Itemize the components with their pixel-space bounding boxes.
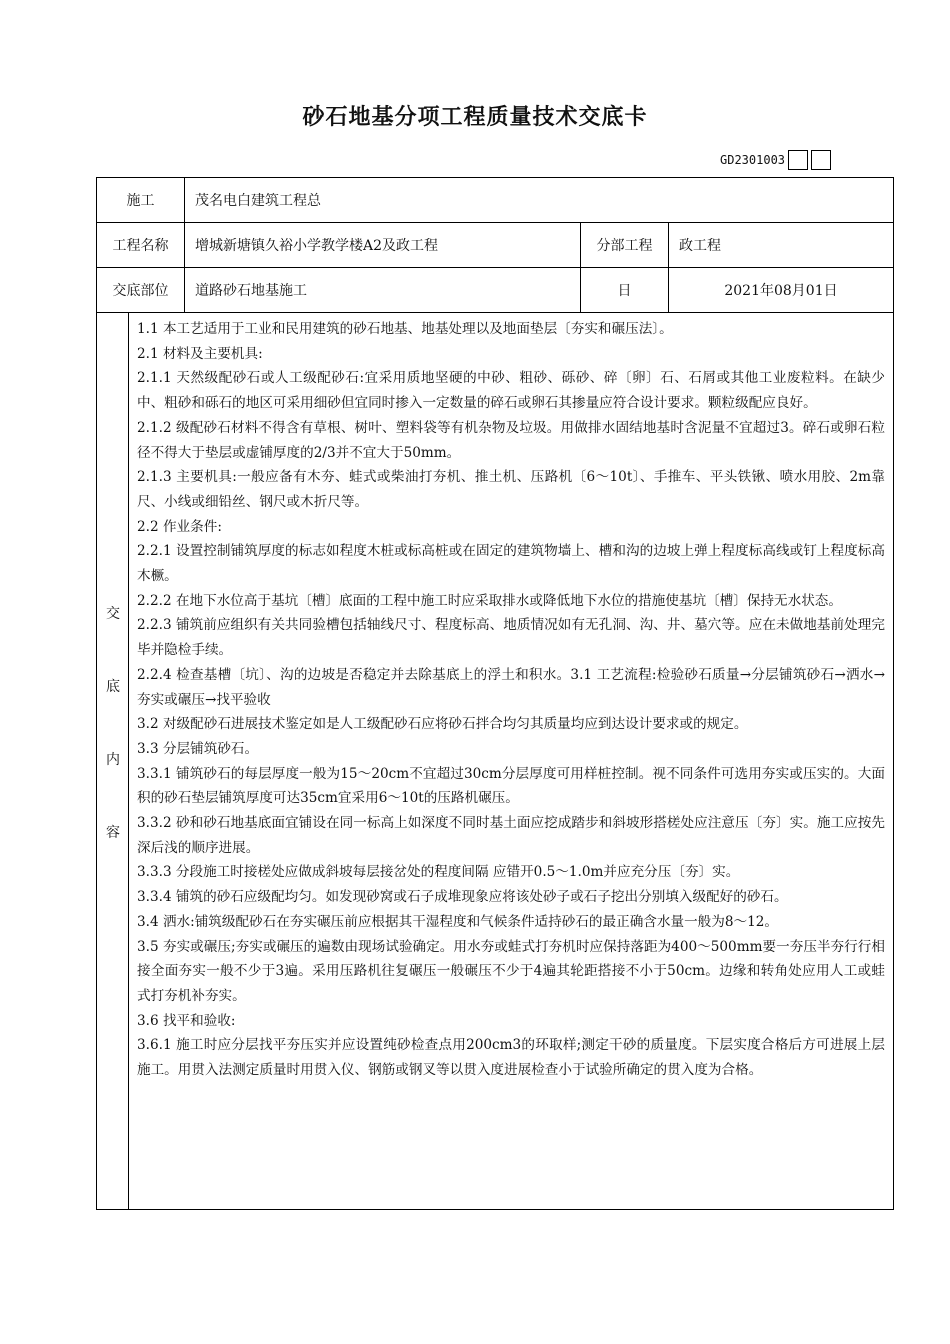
row-project xyxy=(97,223,893,268)
construction-label: 施工 xyxy=(97,178,185,222)
construction-value: 茂名电白建筑工程总 xyxy=(195,193,321,209)
side-char: 底 xyxy=(106,679,120,695)
paragraph: 2.2.3 铺筑前应组织有关共同验槽包括轴线尺寸、程度标高、地质情况如有无孔洞、沟、井、墓穴等。应在未做地基前处理完毕并隐检手续。 xyxy=(137,617,885,659)
doc-code: GD2301003 xyxy=(720,153,786,167)
paragraph: 2.2.4 检查基槽〔坑〕、沟的边坡是否稳定并去除基底上的浮土和积水。3.1 工艺流程:检验砂石质量→分层铺筑砂石→洒水→夯实或碾压→找平验收 xyxy=(137,666,885,708)
paragraph: 3.3 分层铺筑砂石。 xyxy=(137,740,259,757)
paragraph: 2.1.1 天然级配砂石或人工级配砂石:宜采用质地坚硬的中砂、粗砂、砾砂、碎〔卵〕石、石屑或其他工业废粒料。在缺少中、粗砂和砾石的地区可采用细砂但宜同时掺入一定数量的碎石或卵石其掺量应符合设计要求。颗粒级配应良好。 xyxy=(137,370,885,412)
paragraph: 3.6.1 施工时应分层找平夯压实并应设置纯砂检查点用200cm3的环取样;测定干砂的质量度。下层实度合格后方可进展上层施工。用贯入法测定质量时用贯入仪、钢筋或钢叉等以贯入度进展检查小于试验所确定的贯入度为合格。 xyxy=(137,1037,885,1079)
paragraph: 2.2 作业条件: xyxy=(137,518,222,535)
date-value: 2021年08月01日 xyxy=(724,283,838,299)
project-value: 增城新塘镇久裕小学教学楼A2及政工程 xyxy=(185,223,581,267)
paragraph: 1.1 本工艺适用于工业和民用建筑的砂石地基、地基处理以及地面垫层〔夯实和碾压法〕。 xyxy=(137,321,673,337)
paragraph: 2.1 材料及主要机具: xyxy=(137,345,263,362)
side-char: 交 xyxy=(106,606,120,622)
content-row xyxy=(97,313,893,1209)
paragraph: 2.1.2 级配砂石材料不得含有草根、树叶、塑料袋等有机杂物及垃圾。用做排水固结地基时含泥量不宜超过3。碎石或卵石粒径不得大于垫层或虚铺厚度的2/3并不宜大于50mm。 xyxy=(137,419,885,461)
paragraph: 3.4 洒水:铺筑级配砂石在夯实碾压前应根据其干湿程度和气候条件适持砂石的最正确含水量一般为8～12。 xyxy=(137,913,778,930)
side-char: 内 xyxy=(106,752,120,768)
paragraph: 3.3.3 分段施工时接槎处应做成斜坡每层接岔处的程度间隔 应错开0.5～1.0m并应充分压〔夯〕实。 xyxy=(137,864,740,881)
side-char: 容 xyxy=(106,825,120,841)
code-box-1 xyxy=(788,150,808,170)
paragraph: 3.3.4 铺筑的砂石应级配均匀。如发现砂窝或石子成堆现象应将该处砂子或石子挖出分别填入级配好的砂石。 xyxy=(137,889,788,906)
paragraph: 2.2.1 设置控制铺筑厚度的标志如程度木桩或标高桩或在固定的建筑物墙上、槽和沟的边坡上弹上程度标高线或钉上程度标高木橛。 xyxy=(137,543,885,585)
project-label: 工程名称 xyxy=(97,223,185,267)
doc-code-row xyxy=(720,148,831,172)
page-title: 砂石地基分项工程质量技术交底卡 xyxy=(302,105,648,130)
paragraph: 3.5 夯实或碾压;夯实或碾压的遍数由现场试验确定。用水夯或蛙式打夯机时应保持落距为400～500mm要一夯压半夯行行相接全面夯实一般不少于3遍。采用压路机往复碾压一般碾压不少于4遍其轮距搭接不小于50cm。边缘和转角处应用人工或蛙式打夯机补夯实。 xyxy=(137,938,885,1004)
paragraph: 2.2.2 在地下水位高于基坑〔槽〕底面的工程中施工时应采取排水或降低地下水位的措施使基坑〔槽〕保持无水状态。 xyxy=(137,592,842,609)
location-label: 交底部位 xyxy=(97,268,185,312)
paragraph: 3.3.1 铺筑砂石的每层厚度一般为15～20cm不宜超过30cm分层厚度可用样桩控制。视不同条件可选用夯实或压实的。大面积的砂石垫层铺筑厚度可达35cm宜采用6～10t的压路机碾压。 xyxy=(137,765,885,807)
code-box-2 xyxy=(811,150,831,170)
row-construction xyxy=(97,178,893,223)
location-value: 道路砂石地基施工 xyxy=(185,268,581,312)
paragraph: 3.6 找平和验收: xyxy=(137,1012,236,1029)
paragraph: 3.3.2 砂和砂石地基底面宜铺设在同一标高上如深度不同时基土面应挖成踏步和斜坡形搭槎处应注意压〔夯〕实。施工应按先深后浅的顺序进展。 xyxy=(137,815,885,856)
side-label xyxy=(97,313,129,1209)
division-label: 分部工程 xyxy=(581,223,669,267)
content-body xyxy=(137,317,885,1083)
date-label: 日 xyxy=(581,268,669,312)
paragraph: 2.1.3 主要机具:一般应备有木夯、蛙式或柴油打夯机、推土机、压路机〔6～10t〕、手推车、平头铁锹、喷水用胶、2m靠尺、小线或细铅丝、钢尺或木折尺等。 xyxy=(137,469,885,510)
row-location xyxy=(97,268,893,313)
disclosure-table xyxy=(96,177,894,1210)
paragraph: 3.2 对级配砂石进展技术鉴定如是人工级配砂石应将砂石拌合均匀其质量均应到达设计要求或的规定。 xyxy=(137,716,748,733)
division-value: 政工程 xyxy=(679,238,721,254)
